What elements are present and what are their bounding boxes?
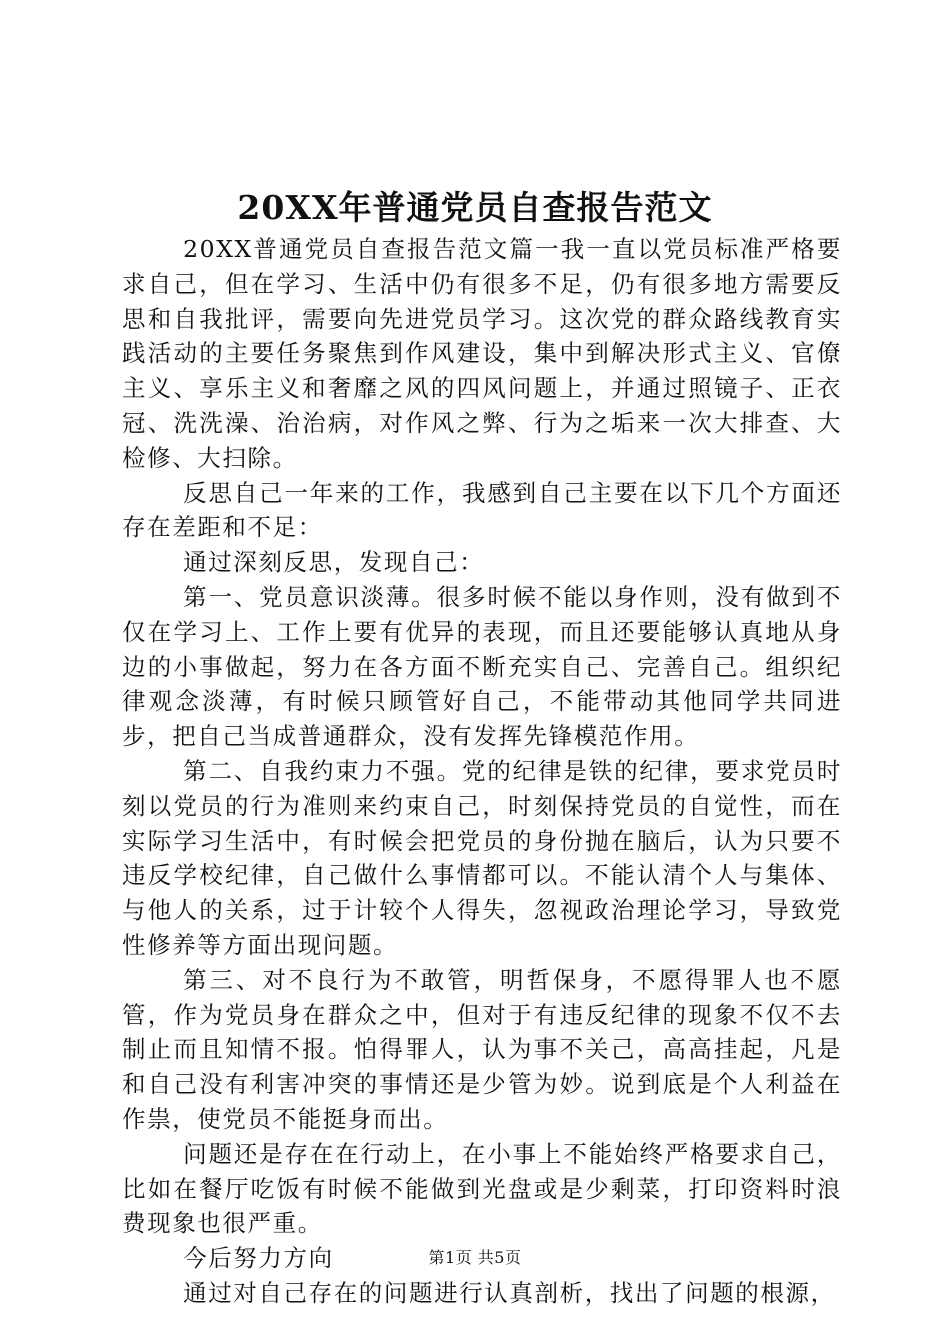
document-body	[122, 232, 842, 1311]
paragraph-reflection: 反思自己一年来的工作，我感到自己主要在以下几个方面还存在差距和不足：	[122, 478, 842, 542]
paragraph-point-one: 第一、党员意识淡薄。很多时候不能以身作则，没有做到不仅在学习上、工作上要有优异的表现，而且还要能够认真地从身边的小事做起，努力在各方面不断充实自己、完善自己。组织纪律观念淡薄，有时候只顾管好自己，不能带动其他同学共同进步，把自己当成普通群众，没有发挥先锋模范作用。	[122, 582, 842, 751]
page-footer: 第1页 共5页	[428, 1248, 522, 1267]
paragraph-intro: 20XX普通党员自查报告范文篇一我一直以党员标准严格要求自己，但在学习、生活中仍有很多不足，仍有很多地方需要反思和自我批评，需要向先进党员学习。这次党的群众路线教育实践活动的主要任务聚焦到作风建设，集中到解决形式主义、官僚主义、享乐主义和奢靡之风的四风问题上，并通过照镜子、正衣冠、洗洗澡、治治病，对作风之弊、行为之垢来一次大排查、大检修、大扫除。	[122, 235, 842, 472]
paragraph-future-heading: 今后努力方向	[183, 1244, 334, 1273]
paragraph-point-two: 第二、自我约束力不强。党的纪律是铁的纪律，要求党员时刻以党员的行为准则来约束自己，时刻保持党员的自觉性，而在实际学习生活中，有时候会把党员的身份抛在脑后，认为只要不违反学校纪律，自己做什么事情都可以。不能认清个人与集体、与他人的关系，过于计较个人得失，忽视政治理论学习，导致党性修养等方面出现问题。	[122, 756, 842, 959]
paragraph-analysis: 通过对自己存在的问题进行认真剖析，找出了问题的根源，	[183, 1278, 836, 1307]
paragraph-point-three: 第三、对不良行为不敢管，明哲保身，不愿得罪人也不愿管，作为党员身在群众之中，但对于有违反纪律的现象不仅不去制止而且知情不报。怕得罪人，认为事不关己，高高挂起，凡是和自己没有利害冲突的事情还是少管为妙。说到底是个人利益在作祟，使党员不能挺身而出。	[122, 965, 842, 1133]
document-title: 20XX年普通党员自查报告范文	[237, 188, 713, 227]
paragraph-problems: 问题还是存在在行动上，在小事上不能始终严格要求自己，比如在餐厅吃饭有时候不能做到光盘或是少剩菜，打印资料时浪费现象也很严重。	[122, 1139, 842, 1238]
paragraph-discovery: 通过深刻反思，发现自己：	[183, 548, 485, 577]
